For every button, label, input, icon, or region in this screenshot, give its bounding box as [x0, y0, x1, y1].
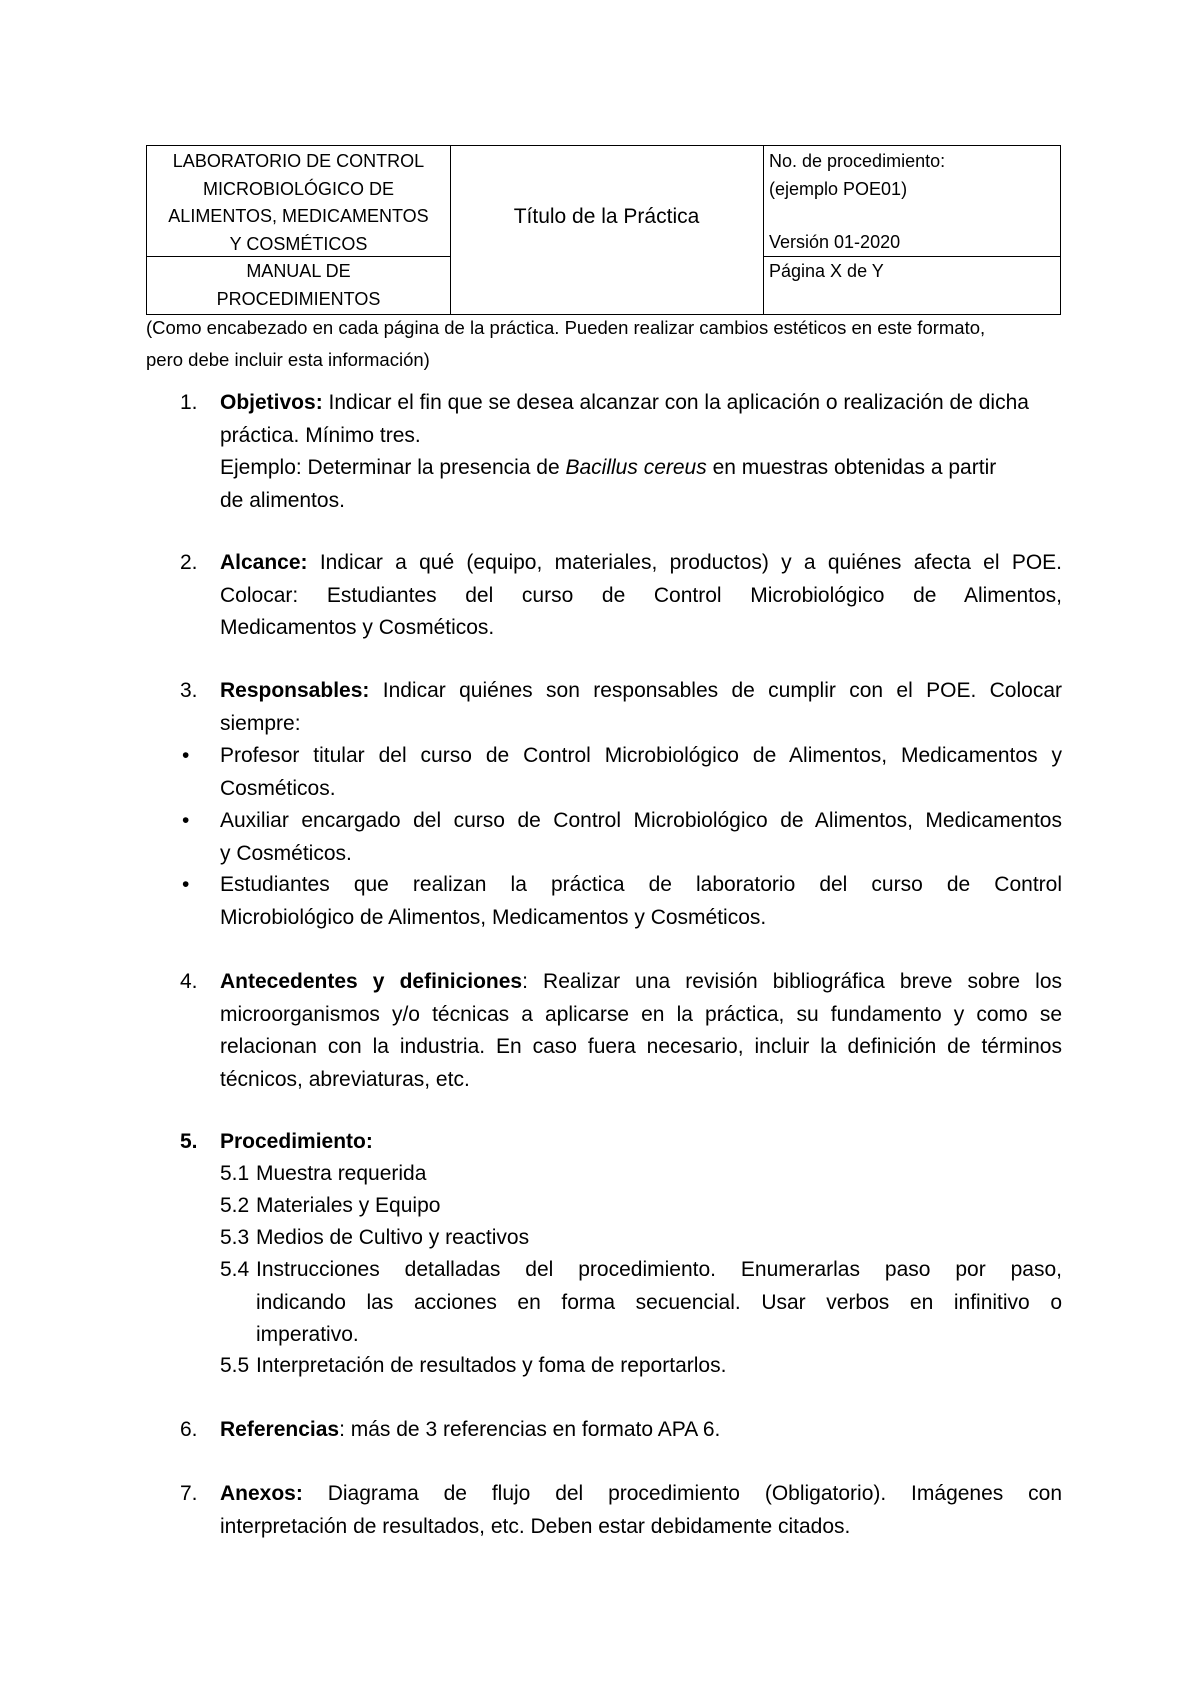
list-item: 5.3 Medios de Cultivo y reactivos: [220, 1226, 530, 1249]
section-title: Alcance:: [220, 551, 308, 574]
header-note: (Como encabezado en cada página de la práctica. Pueden realizar cambios estéticos en este formato, pero debe incluir esta información): [146, 317, 986, 370]
section-responsables: 3. Responsables: Indicar quiénes son responsables de cumplir con el POE. Colocar siempre:: [180, 675, 1062, 740]
lab-name: LABORATORIO DE CONTROL MICROBIOLÓGICO DE ALIMENTOS, MEDICAMENTOS Y COSMÉTICOS: [168, 151, 429, 254]
list-item: • Profesor titular del curso de Control Microbiológico de Alimentos, Medicamentos y Cosméticos.: [180, 740, 1062, 805]
section-number: 1.: [180, 391, 198, 414]
section-title: Anexos:: [220, 1482, 303, 1505]
list-item: 5.4 Instrucciones detalladas del procedimiento. Enumerarlas paso por paso, indicando las acciones en forma secuencial. Usar verbos en infinitivo o imperativo.: [220, 1258, 1062, 1346]
species-name: Bacillus cereus: [565, 456, 707, 479]
list-item: 5.5 Interpretación de resultados y foma de reportarlos.: [220, 1354, 727, 1377]
section-title: Antecedentes y definiciones: [220, 970, 523, 993]
list-item: 5.2 Materiales y Equipo: [220, 1194, 441, 1217]
section-number: 3.: [180, 679, 198, 702]
section-procedimiento: [180, 1126, 1062, 1159]
bullet-icon: •: [182, 873, 190, 896]
section-title: Procedimiento:: [220, 1130, 373, 1153]
list-item: 5.1 Muestra requerida: [220, 1162, 427, 1185]
section-number: 2.: [180, 551, 198, 574]
section-number: 4.: [180, 970, 198, 993]
practice-title: Título de la Práctica: [513, 205, 700, 228]
page-number: Página X de Y: [769, 261, 884, 281]
bullet-icon: •: [182, 744, 190, 767]
section-alcance: 2. Alcance: Indicar a qué (equipo, materiales, productos) y a quiénes afecta el POE. Colocar: Estudiantes del curso de Control Microbiológico de Alimentos, Medicamentos y Cosméticos.: [180, 547, 1062, 645]
section-title: Objetivos:: [220, 391, 323, 414]
section-number: 6.: [180, 1418, 198, 1441]
section-number: 7.: [180, 1482, 198, 1505]
section-title: Referencias: [220, 1418, 340, 1441]
list-item: • Auxiliar encargado del curso de Control Microbiológico de Alimentos, Medicamentos y Cosméticos.: [180, 805, 1062, 870]
manual-label: MANUAL DE PROCEDIMIENTOS: [216, 261, 381, 309]
version: Versión 01-2020: [769, 232, 901, 252]
bullet-icon: •: [182, 809, 190, 832]
section-title: Responsables:: [220, 679, 370, 702]
list-item: • Estudiantes que realizan la práctica de laboratorio del curso de Control Microbiológico de Alimentos, Medicamentos y Cosméticos.: [180, 869, 1062, 934]
procedure-number: No. de procedimiento: (ejemplo POE01): [769, 151, 946, 199]
section-objetivos: 1. Objetivos: Indicar el fin que se desea alcanzar con la aplicación o realización de dicha práctica. Mínimo tres. Ejemplo: Determinar la presencia de Bacillus cereus en muestras obtenidas a partir de alimentos.: [180, 387, 1062, 517]
section-anexos: 7. Anexos: Diagrama de flujo del procedimiento (Obligatorio). Imágenes con interpretación de resultados, etc. Deben estar debidamente citados.: [180, 1478, 1062, 1543]
section-number: 5.: [180, 1130, 198, 1153]
header-table: [146, 145, 1061, 315]
section-referencias: 6. Referencias: más de 3 referencias en formato APA 6.: [180, 1414, 1062, 1447]
table-divider: [763, 146, 764, 314]
section-antecedentes: 4. Antecedentes y definiciones: Realizar una revisión bibliográfica breve sobre los microorganismos y/o técnicas a aplicarse en la práctica, su fundamento y como se relacionan con la industria. En caso fuera necesario, incluir la definición de términos técnicos, abreviaturas, etc.: [180, 966, 1062, 1096]
